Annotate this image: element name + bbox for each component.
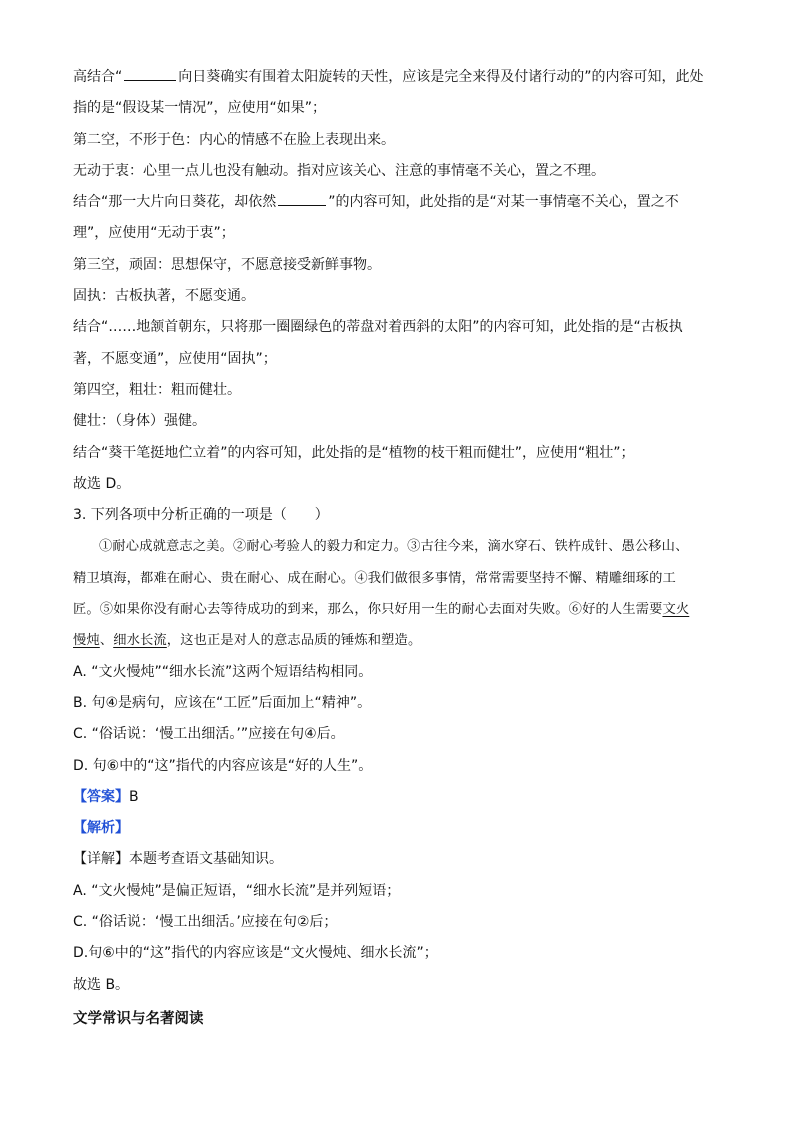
text-line: 结合“……地颔首朝东，只将那一圈圈绿色的蒂盘对着西斜的太阳”的内容可知，此处指的是“古板执 [73,319,683,336]
option-d: D. 句⑥中的“这”指代的内容应该是“好的人生”。 [73,757,373,774]
section-heading: 文学常识与名著阅读 [73,1010,204,1027]
passage-line [73,594,723,625]
passage-line: 精卫填海，都难在耐心、贵在耐心、成在耐心。④我们做很多事情，常常需要坚持不懈、精雕细琢的工 [73,570,676,586]
answer-tag: 【答案】 [73,788,129,805]
text-line: 指的是“假设某一情况”，应使用“如果”； [73,100,327,117]
option-c: C. “俗话说：‘慢工出细活。’”应接在句④后。 [73,726,345,743]
passage-line [73,625,723,656]
question-stem: 3. 下列各项中分析正确的一项是（ ） [73,507,329,524]
text-line: 理”，应使用“无动于衷”； [73,225,235,242]
text-line: 结合“葵干笔挺地伫立着”的内容可知，此处指的是“植物的枝干粗而健壮”，应使用“粗壮”； [73,444,635,461]
text-fragment: ”的内容可知，此处指的是“对某一事情毫不关心，置之不 [328,194,679,211]
passage-text: 、 [99,633,114,649]
text-fragment: 向日葵确实有围着太阳旋转的天性，应该是完全来得及付诸行动的”的内容可知，此处 [178,69,704,85]
underlined-phrase: 慢炖 [73,633,100,649]
explanation-a: A. “文火慢炖”是偏正短语，“细水长流”是并列短语； [73,882,401,899]
analysis-line [73,813,723,844]
answer-line [73,782,723,813]
detail-line: 【详解】本题考查语文基础知识。 [73,851,283,868]
text-line: 故选 D。 [73,475,131,492]
explanation-c: C. “俗话说：‘慢工出细活。’应接在句②后； [73,914,338,931]
option-b: B. 句④是病句，应该在“工匠”后面加上“精神”。 [73,694,372,711]
text-line: 第二空，不形于色：内心的情感不在脸上表现出来。 [73,131,395,148]
text-fragment: 结合“那一大片向日葵花，却依然 [73,194,277,211]
text-line: 第四空，粗壮：粗而健壮。 [73,381,241,398]
analysis-tag: 【解析】 [73,820,129,837]
underlined-phrase: 细水长流 [113,633,167,649]
text-line: 无动于衷：心里一点儿也没有触动。指对应该关心、注意的事情毫不关心，置之不理。 [73,162,605,179]
text-line [73,187,723,218]
option-a: A. “文火慢炖”“细水长流”这两个短语结构相同。 [73,663,373,680]
answer-value: B [129,788,139,805]
explanation-d: D.句⑥中的“这”指代的内容应该是“文火慢炖、细水长流”； [73,945,438,962]
text-line [73,62,723,93]
passage-text: 匠。⑤如果你没有耐心去等待成功的到来，那么，你只好用一生的耐心去面对失败。⑥好的人生需要 [73,602,663,618]
text-line: 健壮：（身体）强健。 [73,413,206,430]
text-line: 第三空，顽固：思想保守，不愿意接受新鲜事物。 [73,256,381,273]
passage-line: ①耐心成就意志之美。②耐心考验人的毅力和定力。③古往今来，滴水穿石、铁杵成针、愚公移山、 [99,539,689,555]
text-line: 固执：古板执著，不愿变通。 [73,288,255,305]
text-fragment: 高结合“ [73,69,123,85]
passage-text: ，这也正是对人的意志品质的锤炼和塑造。 [166,633,422,649]
text-line: 著，不愿变通”，应使用“固执”； [73,350,277,367]
fill-blank [278,193,326,206]
final-answer: 故选 B。 [73,976,130,993]
document-page [73,62,723,1035]
fill-blank [124,68,176,81]
underlined-phrase: 文火 [662,602,690,618]
